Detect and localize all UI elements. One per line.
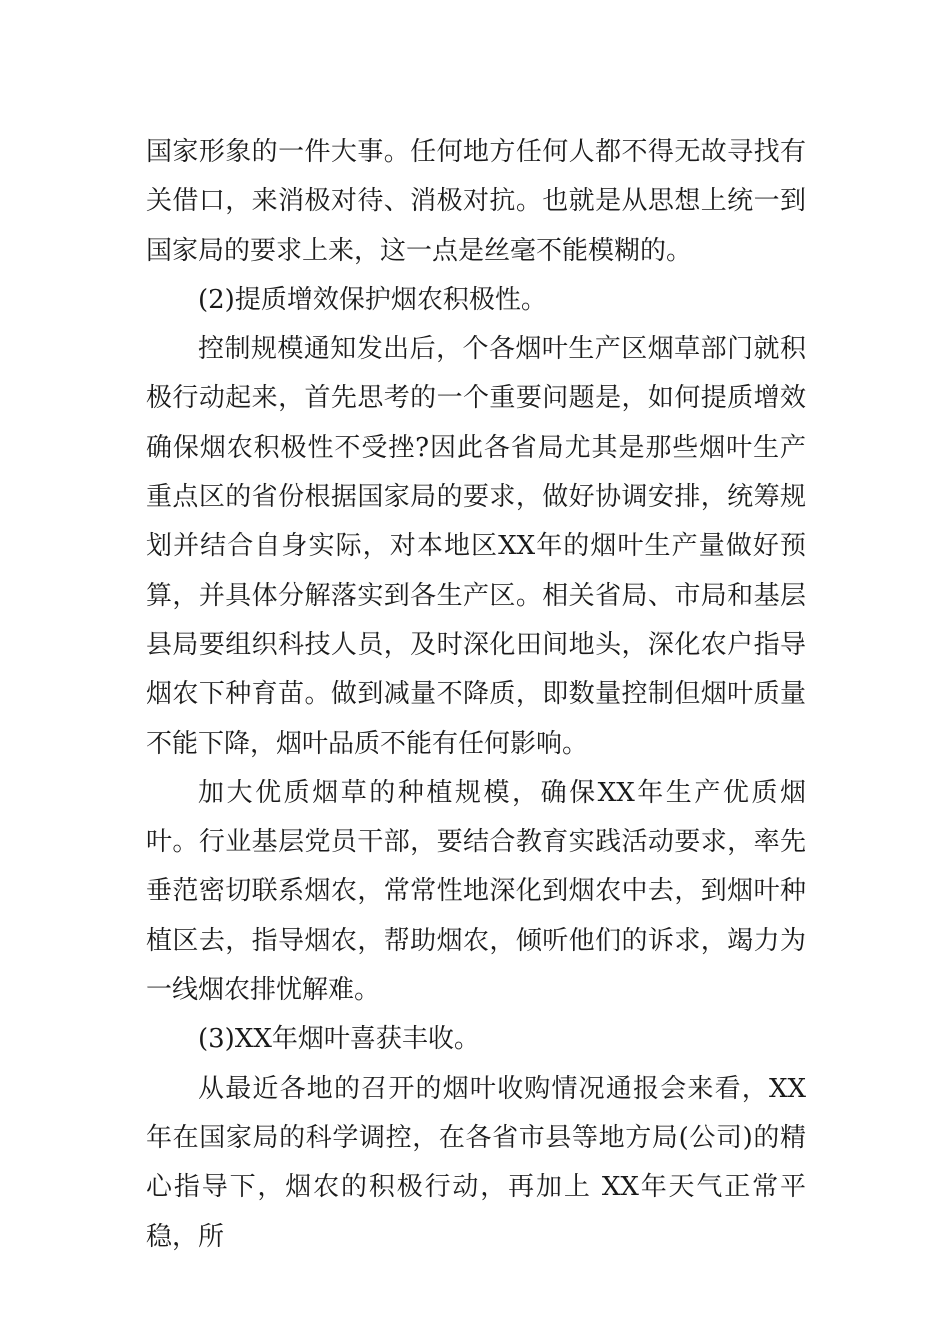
paragraph-3: 控制规模通知发出后，个各烟叶生产区烟草部门就积极行动起来，首先思考的一个重要问题是，如何提质增效确保烟农积极性不受挫?因此各省局尤其是那些烟叶生产重点区的省份根据国家局的要求，做好协调安排，统筹规划并结合自身实际，对本地区XX年的烟叶生产量做好预算，并具体分解落实到各生产区。相关省局、市局和基层县局要组织科技人员，及时深化田间地头，深化农户指导烟农下种育苗。做到减量不降质，即数量控制但烟叶质量不能下降，烟叶品质不能有任何影响。 xyxy=(146,334,806,759)
paragraph-4: 加大优质烟草的种植规模，确保XX年生产优质烟叶。行业基层党员干部，要结合教育实践活动要求，率先垂范密切联系烟农，常常性地深化到烟农中去，到烟叶种植区去，指导烟农，帮助烟农，倾听他们的诉求，竭力为一线烟农排忧解难。 xyxy=(146,777,806,1006)
paragraph-1: 国家形象的一件大事。任何地方任何人都不得无故寻找有关借口，来消极对待、消极对抗。也就是从思想上统一到国家局的要求上来，这一点是丝毫不能模糊的。 xyxy=(146,137,806,266)
document-body xyxy=(146,128,806,1262)
paragraph-6: 从最近各地的召开的烟叶收购情况通报会来看，XX年在国家局的科学调控，在各省市县等地方局(公司)的精心指导下，烟农的积极行动，再加上 XX年天气正常平稳，所 xyxy=(146,1073,806,1252)
section-heading-3: (3)XX年烟叶喜获丰收。 xyxy=(198,1024,480,1055)
section-heading-2: (2)提质增效保护烟农积极性。 xyxy=(198,284,547,315)
